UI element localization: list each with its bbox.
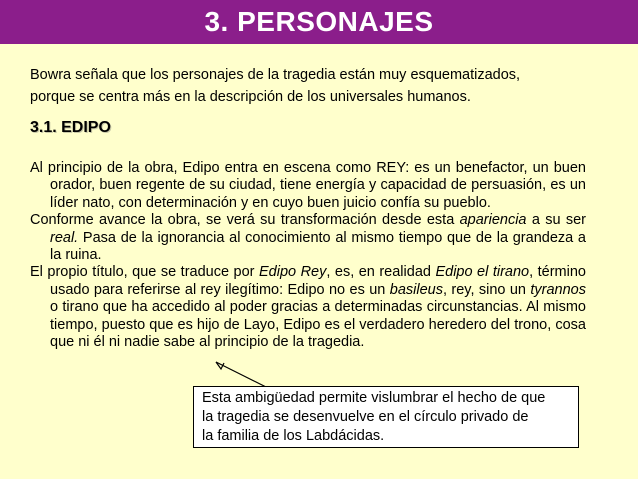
title-bar	[0, 0, 638, 44]
text-run: , término usado para referirse al rey ilegítimo: Edipo no es un	[50, 264, 586, 298]
italic-term: real.	[50, 229, 79, 246]
text-run: Conforme avance la obra, se verá su transformación desde esta	[30, 212, 460, 229]
intro-text	[30, 64, 610, 108]
paragraph	[30, 264, 586, 351]
slide-title: 3. PERSONAJES	[204, 6, 434, 37]
callout-line: Esta ambigüedad permite vislumbrar el hecho de que	[202, 390, 546, 406]
intro-line: porque se centra más en la descripción de los universales humanos.	[30, 89, 471, 105]
text-run: o tirano que ha accedido al poder gracias a determinadas circunstancias. Al mismo tiempo, puesto que es hijo de Layo, Edipo es el verdadero heredero del trono, cosa que ni él ni nadie sabe al principio de la tragedia.	[50, 299, 586, 351]
italic-term: basileus	[389, 281, 443, 298]
italic-term: Edipo el tirano	[435, 264, 530, 281]
text-run: , es, en realidad	[326, 264, 436, 281]
text-run: Pasa de la ignorancia al conocimiento al mismo tiempo que de la grandeza a la ruina.	[50, 229, 586, 264]
text-run: , rey, sino un	[442, 281, 531, 298]
italic-term: tyrannos	[530, 281, 586, 298]
callout-line: la tragedia se desenvuelve en el círculo privado de	[202, 409, 529, 425]
callout-line: la familia de los Labdácidas.	[202, 428, 385, 444]
section-heading: 3.1. EDIPO	[30, 119, 111, 136]
text-run: a su ser	[526, 212, 586, 229]
italic-term: apariencia	[459, 212, 527, 229]
paragraph	[30, 212, 586, 264]
text-run: Al principio de la obra, Edipo entra en escena como REY: es un benefactor, un buen orador, buen regente de su ciudad, tiene energía y capacidad de persuasión, es un líder nato, con determinación y en cuyo buen juicio confía su pueblo.	[30, 160, 586, 211]
body-paragraphs	[30, 160, 586, 351]
intro-line: Bowra señala que los personajes de la tragedia están muy esquematizados,	[30, 67, 521, 83]
text-run: El propio título, que se traduce por	[30, 264, 259, 281]
paragraph	[30, 160, 586, 212]
callout-box	[193, 386, 579, 448]
italic-term: Edipo Rey	[258, 264, 327, 281]
